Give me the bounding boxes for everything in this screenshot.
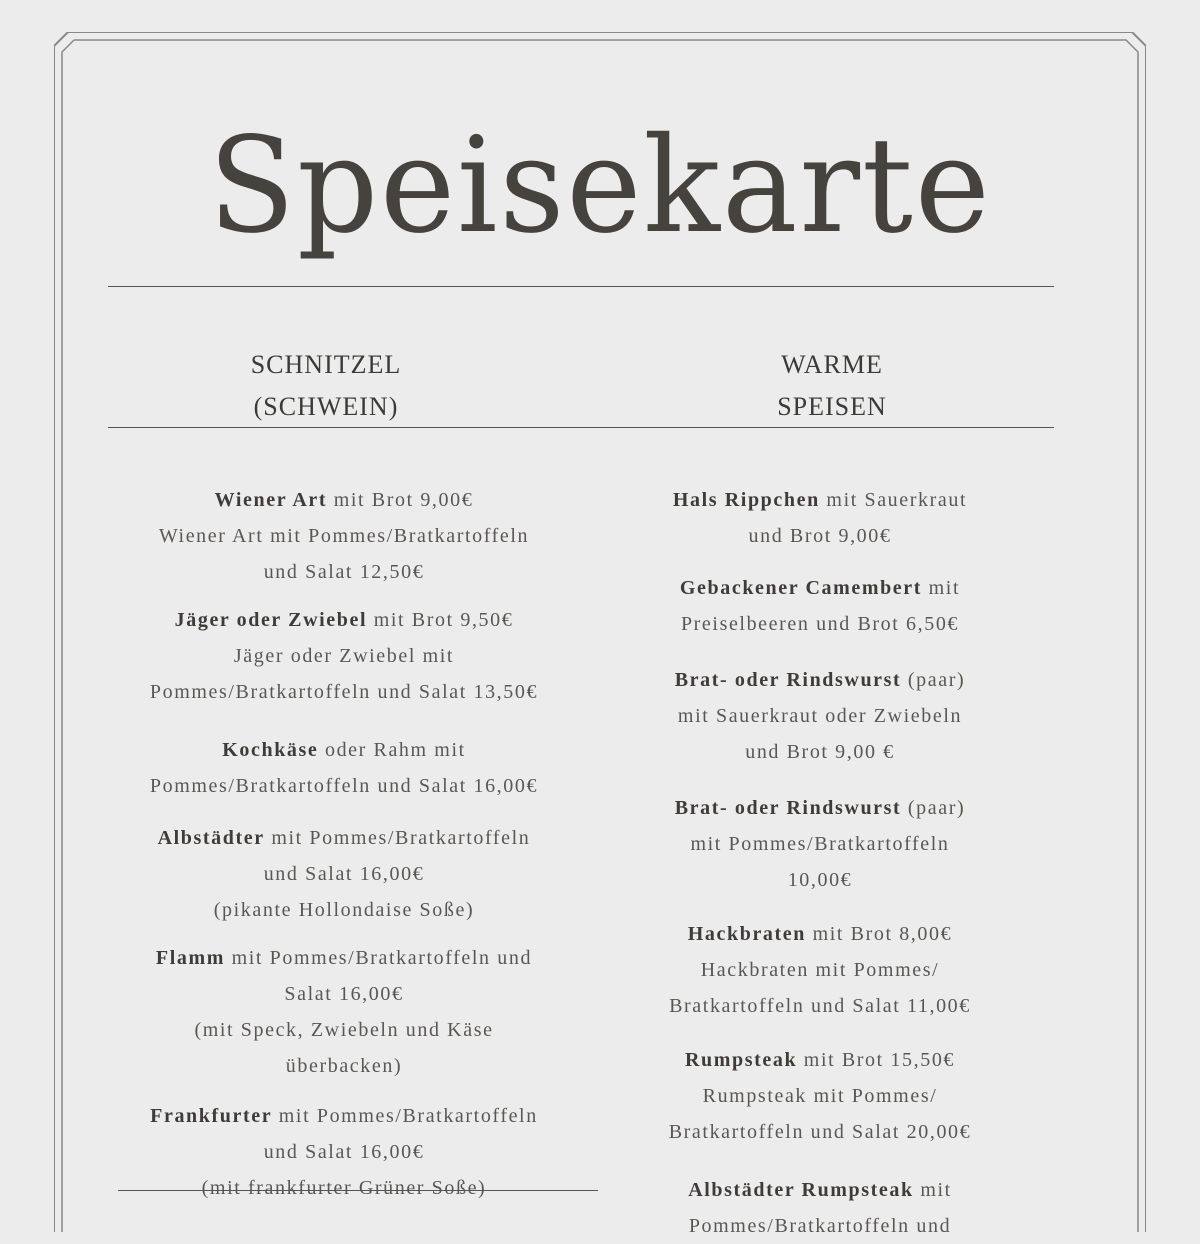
dish-description: und Salat 16,00€ <box>263 1141 425 1163</box>
menu-item-line <box>94 976 594 1012</box>
dish-name: Hals Rippchen <box>672 489 820 511</box>
menu-item <box>610 1042 1030 1150</box>
menu-item-line <box>610 482 1030 518</box>
dish-name: Frankfurter <box>150 1105 273 1127</box>
dish-description: mit Pommes/Bratkartoffeln und <box>225 947 533 969</box>
dish-description: Salat 16,00€ <box>284 983 404 1005</box>
menu-item-line <box>610 1114 1030 1150</box>
dish-description: Preiselbeeren und Brot 6,50€ <box>680 613 960 635</box>
dish-description: mit Sauerkraut oder Zwiebeln <box>677 705 963 727</box>
dish-description: (mit Speck, Zwiebeln und Käse <box>194 1019 494 1041</box>
dish-name: Jäger oder Zwiebel <box>174 609 368 631</box>
menu-item-line <box>94 674 594 710</box>
dish-name: Wiener Art <box>214 489 328 511</box>
menu-item-line <box>610 1172 1030 1208</box>
dish-description: und Brot 9,00 € <box>745 741 895 763</box>
divider <box>108 286 1054 287</box>
menu-item-line <box>610 698 1030 734</box>
dish-description: 10,00€ <box>787 869 853 891</box>
menu-item-line <box>610 790 1030 826</box>
menu-item-line <box>610 916 1030 952</box>
dish-description: oder Rahm mit <box>318 739 466 761</box>
column-heading-line: (SCHWEIN) <box>253 392 399 421</box>
menu-item-line <box>94 518 594 554</box>
dish-description: mit <box>913 1179 952 1201</box>
menu-item-line <box>610 1208 1030 1244</box>
dish-description: und Salat 12,50€ <box>263 561 425 583</box>
menu-item <box>610 790 1030 898</box>
menu-item-line <box>610 1078 1030 1114</box>
menu-item-line <box>610 606 1030 642</box>
menu-item-line <box>94 482 594 518</box>
column-heading-line: SPEISEN <box>777 392 887 421</box>
dish-description: mit Pommes/Bratkartoffeln <box>690 833 950 855</box>
menu-item-line <box>94 768 594 804</box>
dish-description: Pommes/Bratkartoffeln und Salat 16,00€ <box>149 775 539 797</box>
column-heading-warme-speisen <box>622 344 1042 428</box>
dish-description: und Brot 9,00€ <box>748 525 892 547</box>
divider <box>108 427 1054 428</box>
column-heading-line: WARME <box>781 350 883 379</box>
dish-description: mit Brot 15,50€ <box>797 1049 956 1071</box>
menu-item <box>610 482 1030 554</box>
menu-item-line <box>94 1012 594 1048</box>
menu-item <box>610 662 1030 770</box>
dish-name: Hackbraten <box>687 923 806 945</box>
menu-item <box>94 732 594 804</box>
dish-description: (paar) <box>901 797 966 819</box>
dish-description: Pommes/Bratkartoffeln und <box>688 1215 952 1237</box>
column-heading-line: SCHNITZEL <box>250 350 402 379</box>
dish-description: (mit frankfurter Grüner Soße) <box>201 1177 487 1199</box>
dish-description: Jäger oder Zwiebel mit <box>233 645 455 667</box>
menu-item-line <box>94 940 594 976</box>
dish-description: mit Pommes/Bratkartoffeln <box>272 1105 538 1127</box>
dish-description: (paar) <box>901 669 966 691</box>
dish-name: Gebackener Camembert <box>679 577 923 599</box>
menu-item-line <box>610 826 1030 862</box>
menu-item-line <box>610 570 1030 606</box>
menu-item-line <box>94 820 594 856</box>
menu-item-line <box>94 1048 594 1084</box>
menu-item-line <box>94 732 594 768</box>
menu-item <box>610 570 1030 642</box>
dish-name: Flamm <box>155 947 226 969</box>
menu-item-line <box>94 554 594 590</box>
dish-description: mit <box>922 577 961 599</box>
dish-description: Wiener Art mit Pommes/Bratkartoffeln <box>158 525 530 547</box>
dish-name: Brat- oder Rindswurst <box>674 797 902 819</box>
menu-item-line <box>94 638 594 674</box>
dish-name: Rumpsteak <box>684 1049 798 1071</box>
dish-description: mit Pommes/Bratkartoffeln <box>264 827 531 849</box>
dish-description: überbacken) <box>285 1055 403 1077</box>
dish-description: Rumpsteak mit Pommes/ <box>702 1085 938 1107</box>
column-heading-schnitzel <box>116 344 536 428</box>
dish-name: Albstädter Rumpsteak <box>688 1179 914 1201</box>
menu-column-schnitzel <box>94 482 594 1206</box>
dish-description: mit Brot 9,50€ <box>367 609 514 631</box>
menu-item-line <box>94 602 594 638</box>
dish-description: und Salat 16,00€ <box>263 863 425 885</box>
menu-item-line <box>610 518 1030 554</box>
dish-description: Hackbraten mit Pommes/ <box>700 959 940 981</box>
menu-item-line <box>610 734 1030 770</box>
menu-card <box>54 32 1146 1237</box>
menu-item-line <box>94 1098 594 1134</box>
divider <box>118 1190 598 1191</box>
dish-description: mit Brot 9,00€ <box>327 489 474 511</box>
dish-description: mit Sauerkraut <box>819 489 968 511</box>
menu-item-line <box>94 892 594 928</box>
menu-item-line <box>94 1170 594 1206</box>
menu-item <box>610 916 1030 1024</box>
menu-item-line <box>610 662 1030 698</box>
dish-name: Kochkäse <box>222 739 319 761</box>
menu-item <box>94 940 594 1084</box>
menu-item-line <box>610 952 1030 988</box>
menu-item <box>610 1172 1030 1244</box>
menu-item <box>94 482 594 590</box>
menu-item <box>94 820 594 928</box>
menu-item-line <box>610 1042 1030 1078</box>
menu-item-line <box>94 856 594 892</box>
menu-column-warme-speisen <box>610 482 1030 1244</box>
dish-description: Bratkartoffeln und Salat 20,00€ <box>668 1121 972 1143</box>
dish-description: (pikante Hollondaise Soße) <box>213 899 475 921</box>
dish-description: Pommes/Bratkartoffeln und Salat 13,50€ <box>149 681 539 703</box>
menu-item-line <box>610 862 1030 898</box>
menu-item-line <box>94 1134 594 1170</box>
dish-description: Bratkartoffeln und Salat 11,00€ <box>669 995 971 1017</box>
dish-name: Brat- oder Rindswurst <box>674 669 902 691</box>
page-title: Speisekarte <box>208 109 992 263</box>
dish-description: mit Brot 8,00€ <box>805 923 953 945</box>
dish-name: Albstädter <box>157 827 265 849</box>
menu-item-line <box>610 988 1030 1024</box>
menu-item <box>94 602 594 710</box>
